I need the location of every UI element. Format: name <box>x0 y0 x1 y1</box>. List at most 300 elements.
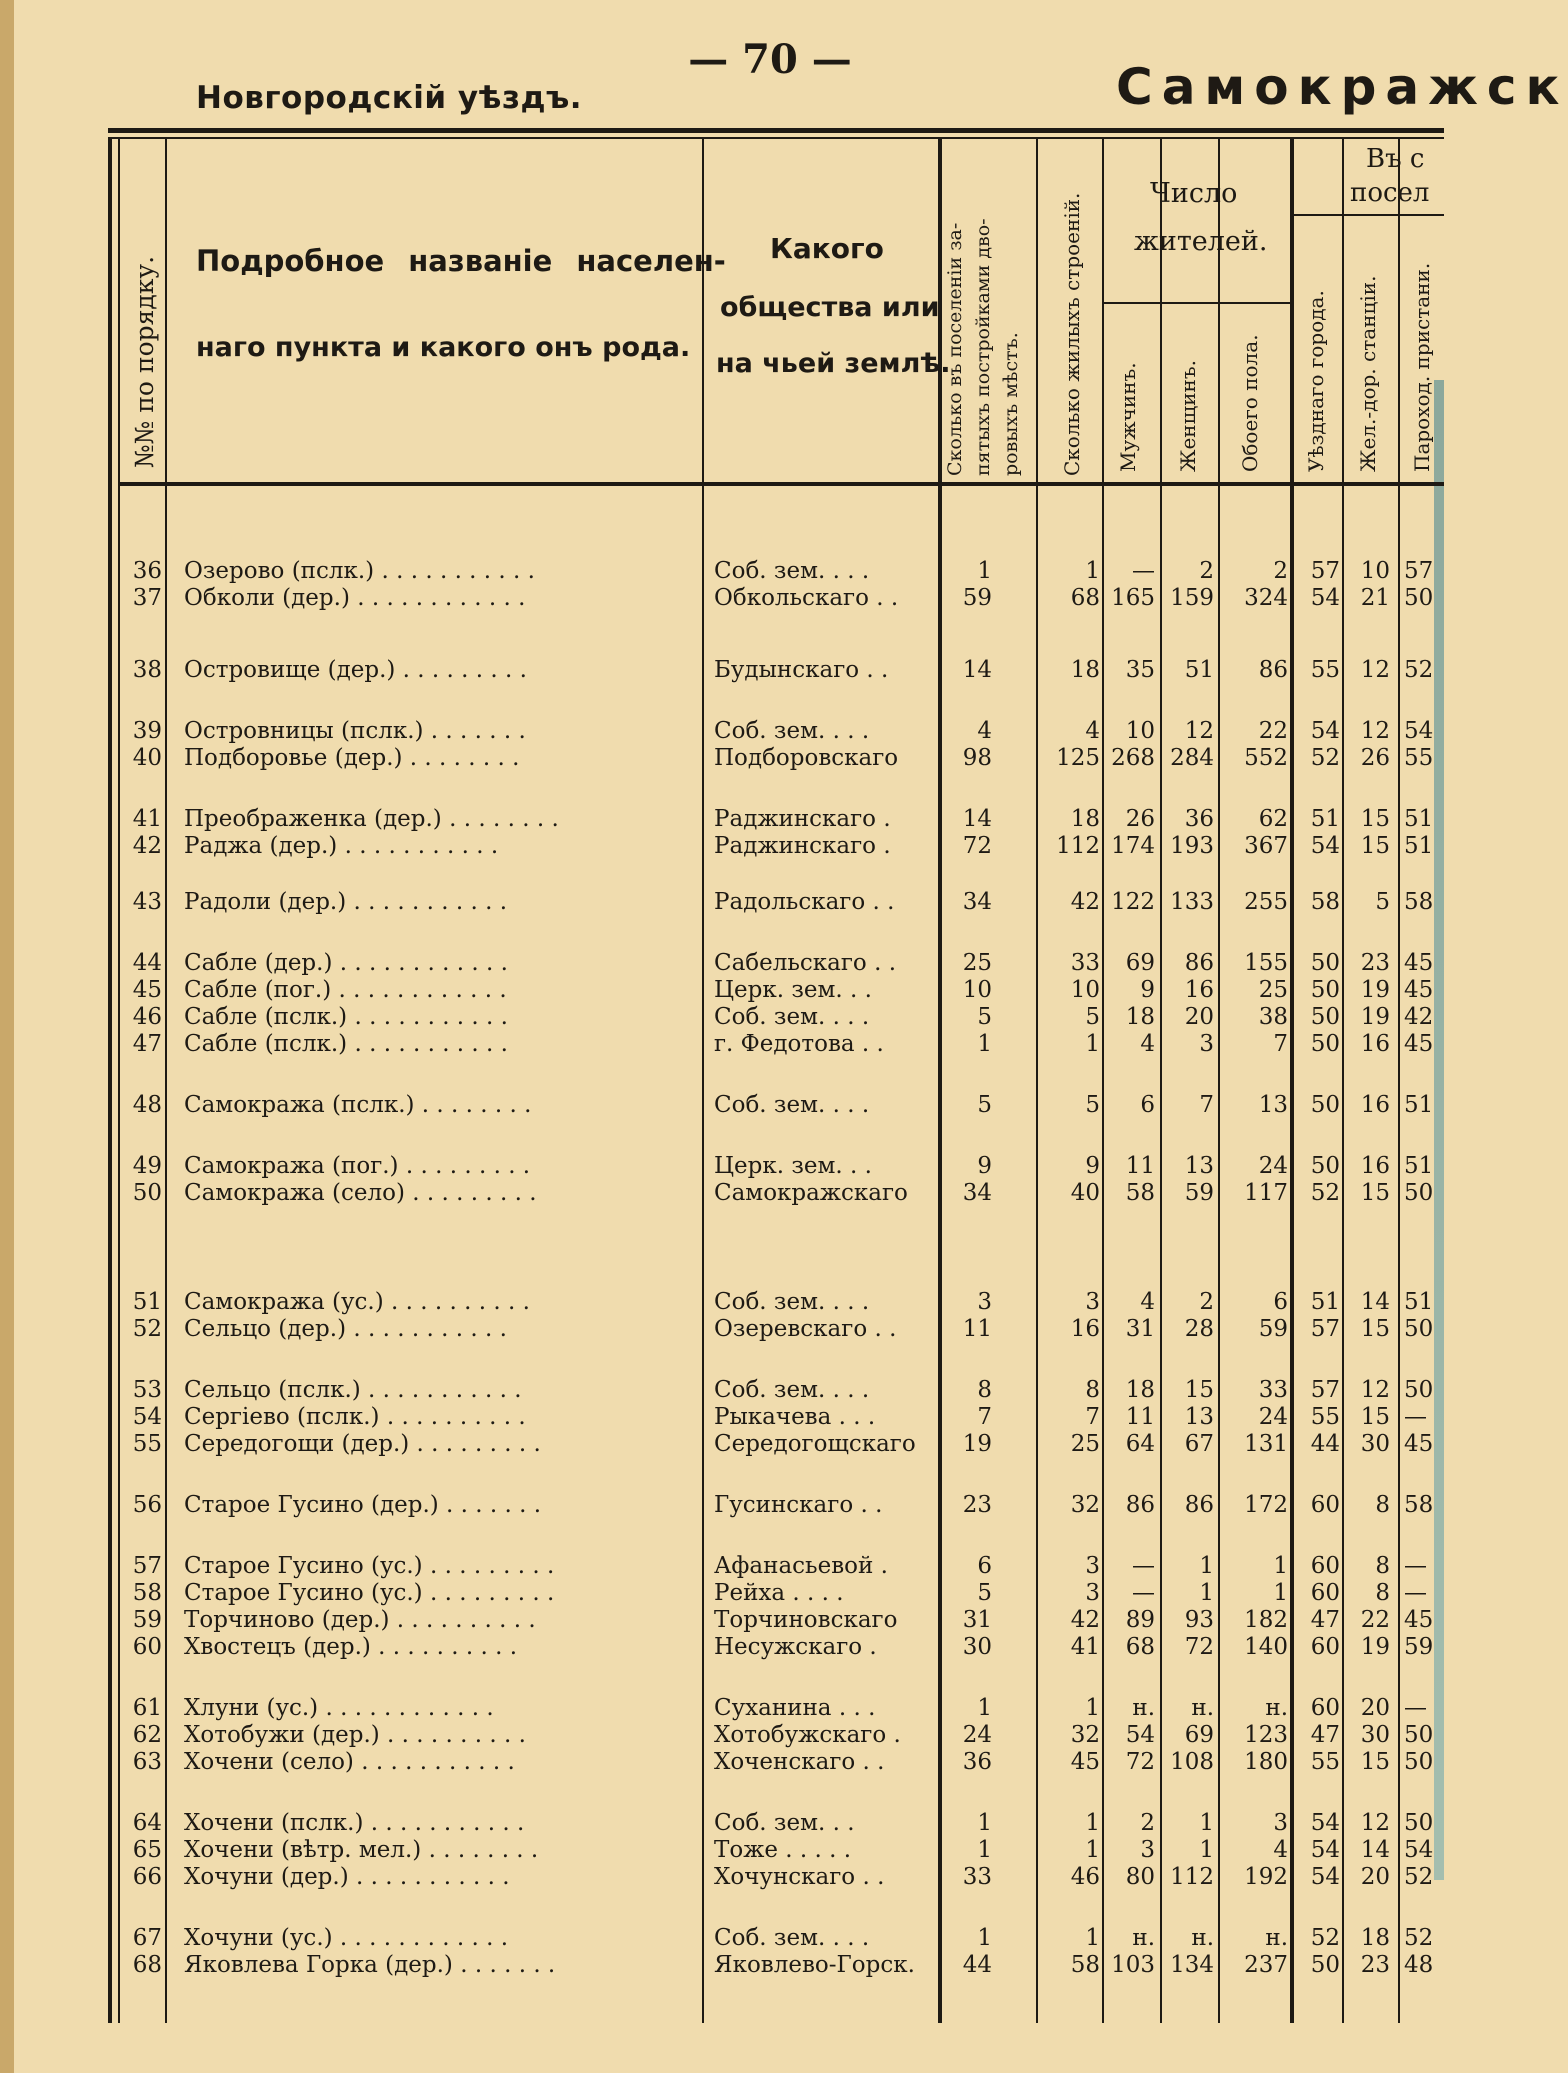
society-name: Гусинскаго . . <box>714 1492 883 1518</box>
buildings-count: 3 <box>1085 1580 1100 1606</box>
settlement-name: Хочуни (дер.) . . . . . . . . . . . <box>184 1864 510 1890</box>
total-count: 6 <box>1273 1289 1288 1315</box>
yards-count: 1 <box>977 558 992 584</box>
rail-distance: 16 <box>1360 1153 1390 1179</box>
yards-count: 7 <box>977 1404 992 1430</box>
table-row <box>0 1808 1444 1838</box>
settlement-name: Озерово (пслк.) . . . . . . . . . . . <box>184 558 535 584</box>
rail-distance: 20 <box>1360 1695 1390 1721</box>
settlement-name: Сабле (дер.) . . . . . . . . . . . . <box>184 950 508 976</box>
uezd-distance: 54 <box>1310 585 1340 611</box>
total-count: н. <box>1265 1695 1288 1721</box>
buildings-count: 18 <box>1070 657 1100 683</box>
table-row <box>0 1375 1444 1405</box>
pier-distance: 50 <box>1404 1180 1434 1206</box>
male-count: — <box>1132 558 1155 584</box>
society-name: Яковлево-Горск. <box>714 1952 915 1978</box>
rail-distance: 14 <box>1360 1289 1390 1315</box>
table-row <box>0 1720 1444 1750</box>
female-count: 134 <box>1170 1952 1214 1978</box>
rail-distance: 8 <box>1375 1492 1390 1518</box>
settlement-name: Старое Гусино (дер.) . . . . . . . <box>184 1492 542 1518</box>
pier-distance: 50 <box>1404 1316 1434 1342</box>
buildings-count: 32 <box>1070 1492 1100 1518</box>
yards-count: 1 <box>977 1695 992 1721</box>
female-count: н. <box>1191 1695 1214 1721</box>
header-total: Обоего пола. <box>1238 334 1262 472</box>
total-count: 1 <box>1273 1553 1288 1579</box>
buildings-count: 40 <box>1070 1180 1100 1206</box>
rail-distance: 12 <box>1360 657 1390 683</box>
table-row <box>0 1314 1444 1344</box>
yards-count: 5 <box>977 1580 992 1606</box>
society-name: Рыкачева . . . <box>714 1404 876 1430</box>
female-count: 3 <box>1199 1031 1214 1057</box>
settlement-name: Сабле (пслк.) . . . . . . . . . . . <box>184 1031 508 1057</box>
rail-distance: 19 <box>1360 977 1390 1003</box>
row-number: 64 <box>132 1810 162 1836</box>
yards-count: 34 <box>962 1180 992 1206</box>
uezd-distance: 47 <box>1310 1722 1340 1748</box>
rail-distance: 15 <box>1360 833 1390 859</box>
yards-count: 98 <box>962 745 992 771</box>
row-number: 67 <box>132 1925 162 1951</box>
female-count: 15 <box>1184 1377 1214 1403</box>
rail-distance: 30 <box>1360 1431 1390 1457</box>
male-count: 4 <box>1140 1031 1155 1057</box>
yards-count: 59 <box>962 585 992 611</box>
buildings-count: 3 <box>1085 1289 1100 1315</box>
row-number: 62 <box>132 1722 162 1748</box>
society-name: Хотобужскаго . <box>714 1722 901 1748</box>
buildings-count: 5 <box>1085 1004 1100 1030</box>
female-count: 284 <box>1170 745 1214 771</box>
total-count: 13 <box>1258 1092 1288 1118</box>
total-count: 367 <box>1244 833 1288 859</box>
buildings-count: 42 <box>1070 1607 1100 1633</box>
rail-distance: 20 <box>1360 1864 1390 1890</box>
buildings-count: 58 <box>1070 1952 1100 1978</box>
yards-count: 4 <box>977 718 992 744</box>
pier-distance: 51 <box>1404 1289 1434 1315</box>
male-count: 165 <box>1111 585 1155 611</box>
uezd-distance: 54 <box>1310 1837 1340 1863</box>
society-name: Церк. зем. . . <box>714 1153 872 1179</box>
yards-count: 14 <box>962 806 992 832</box>
row-number: 44 <box>132 950 162 976</box>
table-row <box>0 1287 1444 1317</box>
society-name: Будынскаго . . <box>714 657 889 683</box>
female-count: 108 <box>1170 1749 1214 1775</box>
header-dist-line2: посел <box>1350 178 1430 208</box>
female-count: 36 <box>1184 806 1214 832</box>
society-name: Афанасьевой . <box>714 1553 888 1579</box>
yards-count: 8 <box>977 1377 992 1403</box>
male-count: 26 <box>1125 806 1155 832</box>
rail-distance: 12 <box>1360 718 1390 744</box>
rail-distance: 15 <box>1360 1749 1390 1775</box>
uezd-distance: 54 <box>1310 1810 1340 1836</box>
total-count: 123 <box>1244 1722 1288 1748</box>
female-count: 7 <box>1199 1092 1214 1118</box>
buildings-count: 125 <box>1056 745 1100 771</box>
pier-distance: 51 <box>1404 806 1434 832</box>
uezd-distance: 55 <box>1310 1404 1340 1430</box>
society-name: Соб. зем. . . . <box>714 718 870 744</box>
society-name: Соб. зем. . . <box>714 1810 855 1836</box>
uezd-distance: 60 <box>1310 1553 1340 1579</box>
female-count: 2 <box>1199 558 1214 584</box>
male-count: 6 <box>1140 1092 1155 1118</box>
settlement-name: Обколи (дер.) . . . . . . . . . . . . <box>184 585 526 611</box>
header-pop-line2: жителей. <box>1134 226 1268 257</box>
header-society-line2: общества или <box>720 292 940 323</box>
row-number: 43 <box>132 889 162 915</box>
rail-distance: 26 <box>1360 745 1390 771</box>
total-count: н. <box>1265 1925 1288 1951</box>
rail-distance: 15 <box>1360 1180 1390 1206</box>
table-row <box>0 556 1444 586</box>
male-count: 68 <box>1125 1634 1155 1660</box>
society-name: Соб. зем. . . . <box>714 558 870 584</box>
rail-distance: 12 <box>1360 1377 1390 1403</box>
female-count: 28 <box>1184 1316 1214 1342</box>
pier-distance: 51 <box>1404 1092 1434 1118</box>
society-name: Сабельскаго . . <box>714 950 897 976</box>
table-row <box>0 1693 1444 1723</box>
society-name: Рейха . . . . <box>714 1580 844 1606</box>
female-count: 59 <box>1184 1180 1214 1206</box>
row-number: 59 <box>132 1607 162 1633</box>
female-count: 86 <box>1184 950 1214 976</box>
top-rule <box>108 128 1444 133</box>
rail-distance: 19 <box>1360 1634 1390 1660</box>
society-name: Церк. зем. . . <box>714 977 872 1003</box>
female-count: 16 <box>1184 977 1214 1003</box>
total-count: 4 <box>1273 1837 1288 1863</box>
header-name-line2: наго пункта и какого онъ рода. <box>196 332 691 363</box>
yards-count: 1 <box>977 1810 992 1836</box>
society-name: Радольскаго . . <box>714 889 895 915</box>
pier-distance: 52 <box>1404 657 1434 683</box>
total-count: 117 <box>1244 1180 1288 1206</box>
total-count: 255 <box>1244 889 1288 915</box>
pier-distance: 50 <box>1404 1377 1434 1403</box>
yards-count: 72 <box>962 833 992 859</box>
uezd-distance: 54 <box>1310 833 1340 859</box>
total-count: 25 <box>1258 977 1288 1003</box>
yards-count: 25 <box>962 950 992 976</box>
settlement-name: Островницы (пслк.) . . . . . . . <box>184 718 526 744</box>
buildings-count: 3 <box>1085 1553 1100 1579</box>
table-row <box>0 1490 1444 1520</box>
pier-distance: 50 <box>1404 1810 1434 1836</box>
yards-count: 30 <box>962 1634 992 1660</box>
table-row <box>0 975 1444 1005</box>
total-count: 62 <box>1258 806 1288 832</box>
society-name: Раджинскаго . <box>714 833 891 859</box>
table-row <box>0 1090 1444 1120</box>
table-row <box>0 831 1444 861</box>
row-number: 61 <box>132 1695 162 1721</box>
settlement-name: Яковлева Горка (дер.) . . . . . . . <box>184 1952 556 1978</box>
yards-count: 44 <box>962 1952 992 1978</box>
yards-count: 24 <box>962 1722 992 1748</box>
uezd-distance: 57 <box>1310 558 1340 584</box>
settlement-name: Сельцо (дер.) . . . . . . . . . . . <box>184 1316 507 1342</box>
row-number: 53 <box>132 1377 162 1403</box>
row-number: 60 <box>132 1634 162 1660</box>
buildings-count: 8 <box>1085 1377 1100 1403</box>
rail-distance: 30 <box>1360 1722 1390 1748</box>
pier-distance: 54 <box>1404 1837 1434 1863</box>
society-name: Раджинскаго . <box>714 806 891 832</box>
row-number: 52 <box>132 1316 162 1342</box>
pier-distance: 42 <box>1404 1004 1434 1030</box>
buildings-count: 7 <box>1085 1404 1100 1430</box>
table-row <box>0 1747 1444 1777</box>
society-name: Тоже . . . . . <box>714 1837 852 1863</box>
uezd-distance: 54 <box>1310 718 1340 744</box>
female-count: 86 <box>1184 1492 1214 1518</box>
table-row <box>0 1950 1444 1980</box>
yards-count: 11 <box>962 1316 992 1342</box>
male-count: 89 <box>1125 1607 1155 1633</box>
row-number: 38 <box>132 657 162 683</box>
table-row <box>0 948 1444 978</box>
uezd-distance: 47 <box>1310 1607 1340 1633</box>
pier-distance: 54 <box>1404 718 1434 744</box>
uezd-distance: 60 <box>1310 1580 1340 1606</box>
buildings-count: 1 <box>1085 558 1100 584</box>
row-number: 46 <box>132 1004 162 1030</box>
table-row <box>0 1002 1444 1032</box>
row-number: 40 <box>132 745 162 771</box>
settlement-name: Сабле (пог.) . . . . . . . . . . . . <box>184 977 507 1003</box>
settlement-name: Старое Гусино (ус.) . . . . . . . . . <box>184 1553 555 1579</box>
pier-distance: — <box>1404 1553 1427 1579</box>
society-name: Самокражскаго <box>714 1180 908 1206</box>
header-name-line1: Подробное названіе населен- <box>196 244 726 278</box>
society-name: Обкольскаго . . <box>714 585 899 611</box>
male-count: 10 <box>1125 718 1155 744</box>
settlement-name: Самокража (пог.) . . . . . . . . . <box>184 1153 531 1179</box>
table-row <box>0 1551 1444 1581</box>
female-count: 1 <box>1199 1553 1214 1579</box>
uezd-distance: 52 <box>1310 1180 1340 1206</box>
uezd-distance: 50 <box>1310 950 1340 976</box>
buildings-count: 41 <box>1070 1634 1100 1660</box>
uezd-distance: 55 <box>1310 657 1340 683</box>
yards-count: 3 <box>977 1289 992 1315</box>
rail-distance: 15 <box>1360 806 1390 832</box>
pop-subheader-rule <box>1102 302 1292 304</box>
society-name: Несужскаго . <box>714 1634 877 1660</box>
total-count: 3 <box>1273 1810 1288 1836</box>
settlement-name: Хочени (вѣтр. мел.) . . . . . . . . <box>184 1837 539 1863</box>
pier-distance: 50 <box>1404 1722 1434 1748</box>
male-count: 268 <box>1111 745 1155 771</box>
pier-distance: 45 <box>1404 950 1434 976</box>
total-count: 86 <box>1258 657 1288 683</box>
header-uezd: Уѣзднаго города. <box>1304 290 1328 472</box>
total-count: 237 <box>1244 1952 1288 1978</box>
settlement-name: Хлуни (ус.) . . . . . . . . . . . . <box>184 1695 494 1721</box>
male-count: 18 <box>1125 1377 1155 1403</box>
uezd-distance: 54 <box>1310 1864 1340 1890</box>
male-count: 4 <box>1140 1289 1155 1315</box>
pier-distance: 58 <box>1404 1492 1434 1518</box>
total-count: 7 <box>1273 1031 1288 1057</box>
row-number: 63 <box>132 1749 162 1775</box>
pier-distance: 48 <box>1404 1952 1434 1978</box>
male-count: 122 <box>1111 889 1155 915</box>
yards-count: 1 <box>977 1837 992 1863</box>
total-count: 22 <box>1258 718 1288 744</box>
table-row <box>0 1178 1444 1208</box>
uezd-distance: 57 <box>1310 1316 1340 1342</box>
pier-distance: 51 <box>1404 833 1434 859</box>
female-count: 1 <box>1199 1580 1214 1606</box>
settlement-name: Хотобужи (дер.) . . . . . . . . . . <box>184 1722 526 1748</box>
buildings-count: 32 <box>1070 1722 1100 1748</box>
society-name: Подборовскаго <box>714 745 899 771</box>
row-number: 65 <box>132 1837 162 1863</box>
buildings-count: 112 <box>1056 833 1100 859</box>
rail-distance: 23 <box>1360 950 1390 976</box>
rail-distance: 12 <box>1360 1810 1390 1836</box>
rail-distance: 21 <box>1360 585 1390 611</box>
total-count: 24 <box>1258 1153 1288 1179</box>
yards-count: 5 <box>977 1004 992 1030</box>
table-row <box>0 1029 1444 1059</box>
society-name: Соб. зем. . . . <box>714 1004 870 1030</box>
total-count: 59 <box>1258 1316 1288 1342</box>
table-row <box>0 1835 1444 1865</box>
male-count: 174 <box>1111 833 1155 859</box>
yards-count: 1 <box>977 1925 992 1951</box>
header-yards-line3: ровыхъ мѣстъ. <box>1000 332 1022 476</box>
table-row <box>0 887 1444 917</box>
total-count: 140 <box>1244 1634 1288 1660</box>
pier-distance: 45 <box>1404 1031 1434 1057</box>
society-name: Хоченскаго . . <box>714 1749 885 1775</box>
volost-title: Самокражск <box>1116 58 1568 116</box>
rail-distance: 23 <box>1360 1952 1390 1978</box>
header-society-line1: Какого <box>770 232 884 265</box>
pier-distance: 58 <box>1404 889 1434 915</box>
buildings-count: 16 <box>1070 1316 1100 1342</box>
pier-distance: 57 <box>1404 558 1434 584</box>
rail-distance: 15 <box>1360 1316 1390 1342</box>
rail-distance: 16 <box>1360 1092 1390 1118</box>
yards-count: 19 <box>962 1431 992 1457</box>
header-rail: Жел.-дор. станціи. <box>1356 275 1380 472</box>
header-dist-line1: Въ с <box>1366 144 1425 174</box>
settlement-name: Хочени (село) . . . . . . . . . . . <box>184 1749 515 1775</box>
buildings-count: 9 <box>1085 1153 1100 1179</box>
settlement-name: Сабле (пслк.) . . . . . . . . . . . <box>184 1004 508 1030</box>
settlement-name: Хочени (пслк.) . . . . . . . . . . . <box>184 1810 525 1836</box>
dist-subheader-rule <box>1290 214 1444 216</box>
female-count: н. <box>1191 1925 1214 1951</box>
rail-distance: 15 <box>1360 1404 1390 1430</box>
society-name: Хочунскаго . . <box>714 1864 885 1890</box>
row-number: 56 <box>132 1492 162 1518</box>
table-row <box>0 1151 1444 1181</box>
rail-distance: 19 <box>1360 1004 1390 1030</box>
table-row <box>0 1578 1444 1608</box>
settlement-name: Преображенка (дер.) . . . . . . . . <box>184 806 559 832</box>
rail-distance: 8 <box>1375 1553 1390 1579</box>
pier-distance: — <box>1404 1695 1427 1721</box>
female-count: 112 <box>1170 1864 1214 1890</box>
society-name: Середогощскаго <box>714 1431 916 1457</box>
yards-count: 1 <box>977 1031 992 1057</box>
header-yards-line2: пятыхъ постройками дво- <box>972 218 994 476</box>
table-row <box>0 1429 1444 1459</box>
settlement-name: Старое Гусино (ус.) . . . . . . . . . <box>184 1580 555 1606</box>
rail-distance: 18 <box>1360 1925 1390 1951</box>
uezd-distance: 60 <box>1310 1695 1340 1721</box>
male-count: 35 <box>1125 657 1155 683</box>
yards-count: 5 <box>977 1092 992 1118</box>
total-count: 2 <box>1273 558 1288 584</box>
total-count: 192 <box>1244 1864 1288 1890</box>
total-count: 324 <box>1244 585 1288 611</box>
female-count: 1 <box>1199 1810 1214 1836</box>
female-count: 2 <box>1199 1289 1214 1315</box>
top-rule-thin <box>108 137 1444 139</box>
total-count: 131 <box>1244 1431 1288 1457</box>
row-number: 51 <box>132 1289 162 1315</box>
buildings-count: 33 <box>1070 950 1100 976</box>
yards-count: 9 <box>977 1153 992 1179</box>
female-count: 69 <box>1184 1722 1214 1748</box>
female-count: 1 <box>1199 1837 1214 1863</box>
uezd-distance: 50 <box>1310 1153 1340 1179</box>
settlement-name: Торчиново (дер.) . . . . . . . . . . <box>184 1607 536 1633</box>
table-row <box>0 1862 1444 1892</box>
male-count: 11 <box>1125 1404 1155 1430</box>
yards-count: 10 <box>962 977 992 1003</box>
male-count: 3 <box>1140 1837 1155 1863</box>
rail-distance: 16 <box>1360 1031 1390 1057</box>
table-row <box>0 716 1444 746</box>
total-count: 180 <box>1244 1749 1288 1775</box>
female-count: 72 <box>1184 1634 1214 1660</box>
settlement-name: Радоли (дер.) . . . . . . . . . . . <box>184 889 508 915</box>
total-count: 155 <box>1244 950 1288 976</box>
male-count: н. <box>1132 1925 1155 1951</box>
page-number: — 70 — <box>688 36 852 83</box>
yards-count: 14 <box>962 657 992 683</box>
male-count: — <box>1132 1580 1155 1606</box>
pier-distance: — <box>1404 1580 1427 1606</box>
society-name: Соб. зем. . . . <box>714 1092 870 1118</box>
settlement-name: Хвостецъ (дер.) . . . . . . . . . . <box>184 1634 518 1660</box>
total-count: 24 <box>1258 1404 1288 1430</box>
yards-count: 31 <box>962 1607 992 1633</box>
header-pier: Пароход. пристани. <box>1410 262 1434 472</box>
pier-distance: 45 <box>1404 1607 1434 1633</box>
male-count: 54 <box>1125 1722 1155 1748</box>
row-number: 50 <box>132 1180 162 1206</box>
total-count: 172 <box>1244 1492 1288 1518</box>
pier-distance: 50 <box>1404 1749 1434 1775</box>
male-count: 58 <box>1125 1180 1155 1206</box>
rail-distance: 5 <box>1375 889 1390 915</box>
